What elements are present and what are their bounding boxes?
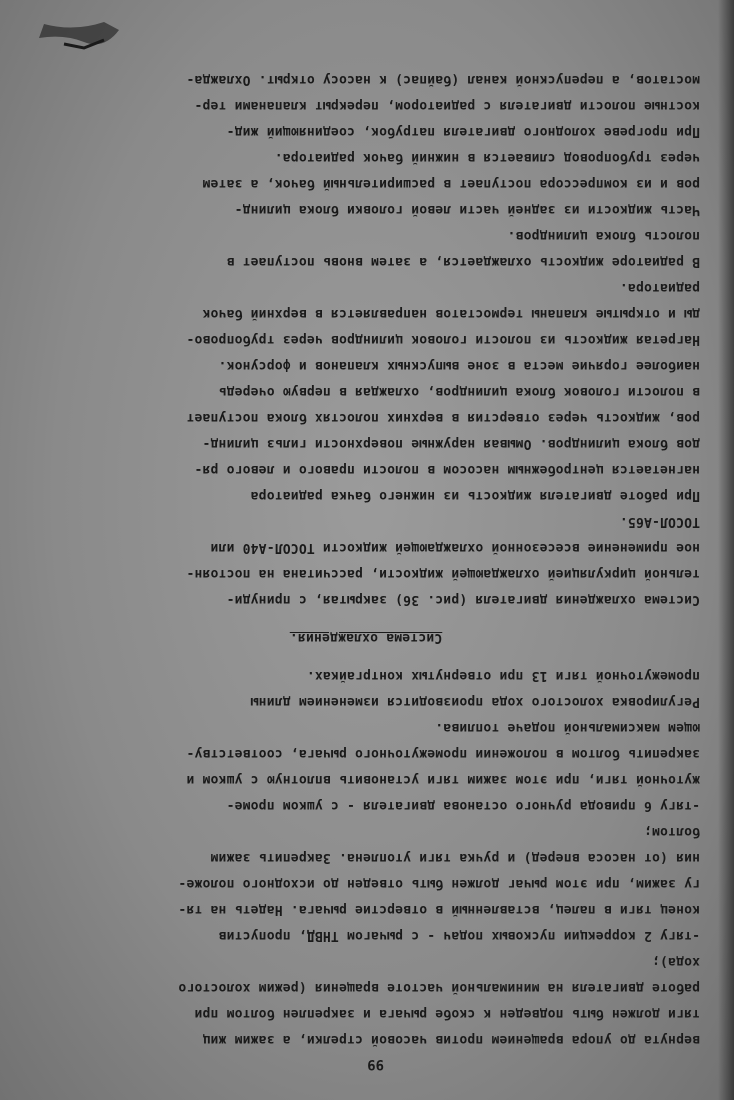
text-line: гу зажим, при этом рычаг должен быть отведен до исходного положе- [178, 876, 700, 891]
text-line: Регулировка холостого хода производится изменением длины [250, 694, 700, 709]
text-line: костные полости двигателя с радиатором, перекрыт клапанами тер- [194, 98, 700, 113]
paragraphs-before-heading [32, 662, 700, 1052]
text-line: ров, жидкость через отверстия в верхних полостях блока поступает [186, 410, 700, 425]
text-line: ния (от насоса вперед) и ручка тяги утоплена. Закрепить зажим [210, 850, 700, 865]
text-line: дов блока цилиндров. Омывая наружные поверхности гильз цилинд- [202, 436, 700, 451]
text-line: При прогреве холодного двигателя патрубок, соединяющий жид- [226, 124, 700, 139]
text-line: ров и из компрессора поступает в расширительный бачок, а затем [202, 176, 700, 191]
text-line: В радиаторе жидкость охлаждается, а затем вновь поступает в [226, 254, 700, 269]
text-line: -тягу 6 привода ручного останова двигателя - с ушком проме- [226, 798, 700, 813]
text-line: ное применение всесезонной охлаждающей жидкости ТОСОЛ-А40 или [210, 540, 700, 555]
section-heading: Система охлаждения. [289, 630, 443, 645]
text-line: хода); [651, 954, 700, 969]
text-line: закрепить болтом в положении промежуточного рычага, соответству- [186, 746, 700, 761]
text-line: тяги должен быть подведен к скобе рычага и закреплен болтом при [194, 1006, 700, 1021]
text-line: -тягу 2 коррекции пусковых подач - с рычагом ТНВД, пропустив [218, 928, 700, 943]
library-stamp-icon [34, 20, 124, 60]
page-edge-shadow [718, 0, 734, 1100]
text-line: Система охлаждения двигателя (рис. 36) закрытая, с принуди- [226, 592, 700, 607]
text-line: мостатов, а перепускной канал (байпас) к насосу открыт. Охлажда- [186, 72, 700, 87]
page-number: 99 [367, 1056, 384, 1072]
text-line: нагнетается центробежным насосом в полости правого и левого ря- [194, 462, 700, 477]
text-line: тельной циркуляцией охлаждающей жидкости, рассчитана на постоян- [186, 566, 700, 581]
text-line: в полости головок блока цилиндров, охлаждая в первую очередь [218, 384, 700, 399]
text-line: конец тяги в палец, вставленный в отверстие рычага. Надеть на тя- [178, 902, 700, 917]
paragraphs-after-heading [32, 66, 700, 612]
text-line: радиатора. [619, 280, 700, 295]
text-body [32, 66, 700, 1052]
text-line: полость блока цилиндров. [507, 228, 700, 243]
text-line: вернута до упора вращением против часовой стрелки, а зажим жиц [202, 1032, 700, 1047]
text-line: через трубопровод сливается в нижний бачок радиатора. [274, 150, 700, 165]
text-line: промежуточной тяги 13 при отвернутых контргайках. [306, 668, 700, 683]
text-line: Часть жидкости из задней части левой головки блока цилинд- [234, 202, 700, 217]
text-line: ющем максимальной подаче топлива. [435, 720, 700, 735]
text-line: ТОСОЛ-А65. [619, 514, 700, 529]
text-line: При работе двигателя жидкость из нижнего бачка радиатора [250, 488, 700, 503]
text-line: наиболее горячие места в зоне выпускных клапанов и форсунок. [218, 358, 700, 373]
text-line: ды и открытые клапаны термостатов направляется в верхний бачок [202, 306, 700, 321]
text-line: работе двигателя на минимальной частоте вращения (режим холостого [178, 980, 700, 995]
text-line: болтом; [643, 824, 700, 839]
text-line: Нагретая жидкость из полости головок цилиндров через трубопрово- [186, 332, 700, 347]
text-line: жуточной тяги, при этом зажим тяги установить вплотную с ушком и [186, 772, 700, 787]
